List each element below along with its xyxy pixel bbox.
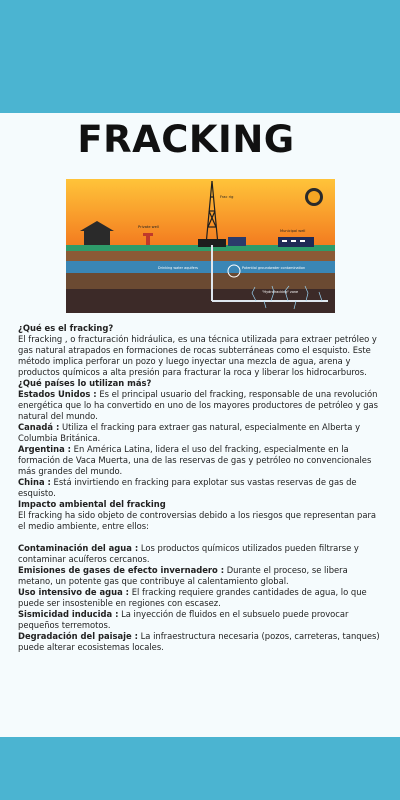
impact-text: Durante el proceso, se libera metano, un potente gas que contribuye al calentamiento global.	[18, 565, 348, 586]
fracking-illustration	[66, 179, 335, 313]
spacer	[18, 532, 384, 543]
impact-text: Los productos químicos utilizados pueden filtrarse y contaminar acuíferos cercanos.	[18, 543, 359, 564]
country-item	[18, 477, 384, 499]
impact-item	[18, 587, 384, 609]
heading-countries: ¿Qué países lo utilizan más?	[18, 378, 152, 388]
country-name: Canadá :	[18, 422, 60, 432]
impact-text: La infraestructura necesaria (pozos, carreteras, tanques) puede alterar ecosistemas locales.	[18, 631, 380, 652]
country-item	[18, 444, 384, 477]
impact-name: Emisiones de gases de efecto invernadero :	[18, 565, 225, 575]
drinking-water-label: Drinking water aquifers	[158, 266, 198, 270]
country-text: Está invirtiendo en fracking para explotar sus vastas reservas de gas de esquisto.	[18, 477, 357, 498]
private-well-label: Private well	[138, 225, 159, 229]
heading-what: ¿Qué es el fracking?	[18, 323, 114, 333]
impact-item	[18, 631, 384, 653]
rig-truck	[228, 237, 246, 246]
country-text: Utiliza el fracking para extraer gas natural, especialmente en Alberta y Columbia Británica.	[18, 422, 361, 443]
paragraph-impact-intro: El fracking ha sido objeto de controversias debido a los riesgos que representan para el medio ambiente, entre ellos:	[18, 510, 377, 531]
impact-text: La inyección de fluidos en el subsuelo puede provocar pequeños terremotos.	[18, 609, 349, 630]
rock-layer	[66, 273, 335, 289]
page-title: FRACKING	[77, 118, 295, 161]
logo-badge	[305, 188, 323, 206]
bottom-band	[0, 737, 400, 800]
country-name: Estados Unidos :	[18, 389, 97, 399]
country-item	[18, 422, 384, 444]
impact-item	[18, 543, 384, 565]
municipal-well-icon	[278, 237, 314, 247]
impact-name: Sismicidad inducida :	[18, 609, 119, 619]
impact-name: Contaminación del agua :	[18, 543, 139, 553]
heading-impact: Impacto ambiental del fracking	[18, 499, 166, 509]
paragraph-what: El fracking , o fracturación hidráulica, es una técnica utilizada para extraer petróleo y gas natural atrapados en formaciones de rocas subterráneas como el esquisto. Este método implica perforar un pozo y luego inyectar una mezcla de agua, arena y productos químicos a alta presión para fracturar la roca y liberar los hidrocarburos.	[18, 334, 377, 377]
impact-name: Degradación del paisaje :	[18, 631, 138, 641]
impact-item	[18, 565, 384, 587]
contamination-label: Potential groundwater contamination	[242, 266, 306, 270]
hydrofracking-label: "Hydrofracking" zone	[262, 290, 299, 294]
country-text: En América Latina, lidera el uso del fracking, especialmente en la formación de Vaca Muerta, una de las reservas de gas y petróleo no convencionales más grandes del mundo.	[18, 444, 372, 476]
article-body	[18, 323, 384, 653]
impact-name: Uso intensivo de agua :	[18, 587, 130, 597]
country-text: Es el principal usuario del fracking, responsable de una revolución energética que lo ha convertido en uno de los mayores productores de petróleo y gas natural del mundo.	[18, 389, 379, 421]
country-name: China :	[18, 477, 51, 487]
frac-rig-label: Frac rig	[220, 195, 234, 199]
municipal-well-label: Municipal well	[280, 229, 306, 233]
country-item	[18, 389, 384, 422]
country-name: Argentina :	[18, 444, 72, 454]
top-band	[0, 0, 400, 113]
impact-item	[18, 609, 384, 631]
impact-text: El fracking requiere grandes cantidades de agua, lo que puede ser insostenible en regiones con escasez.	[18, 587, 367, 608]
